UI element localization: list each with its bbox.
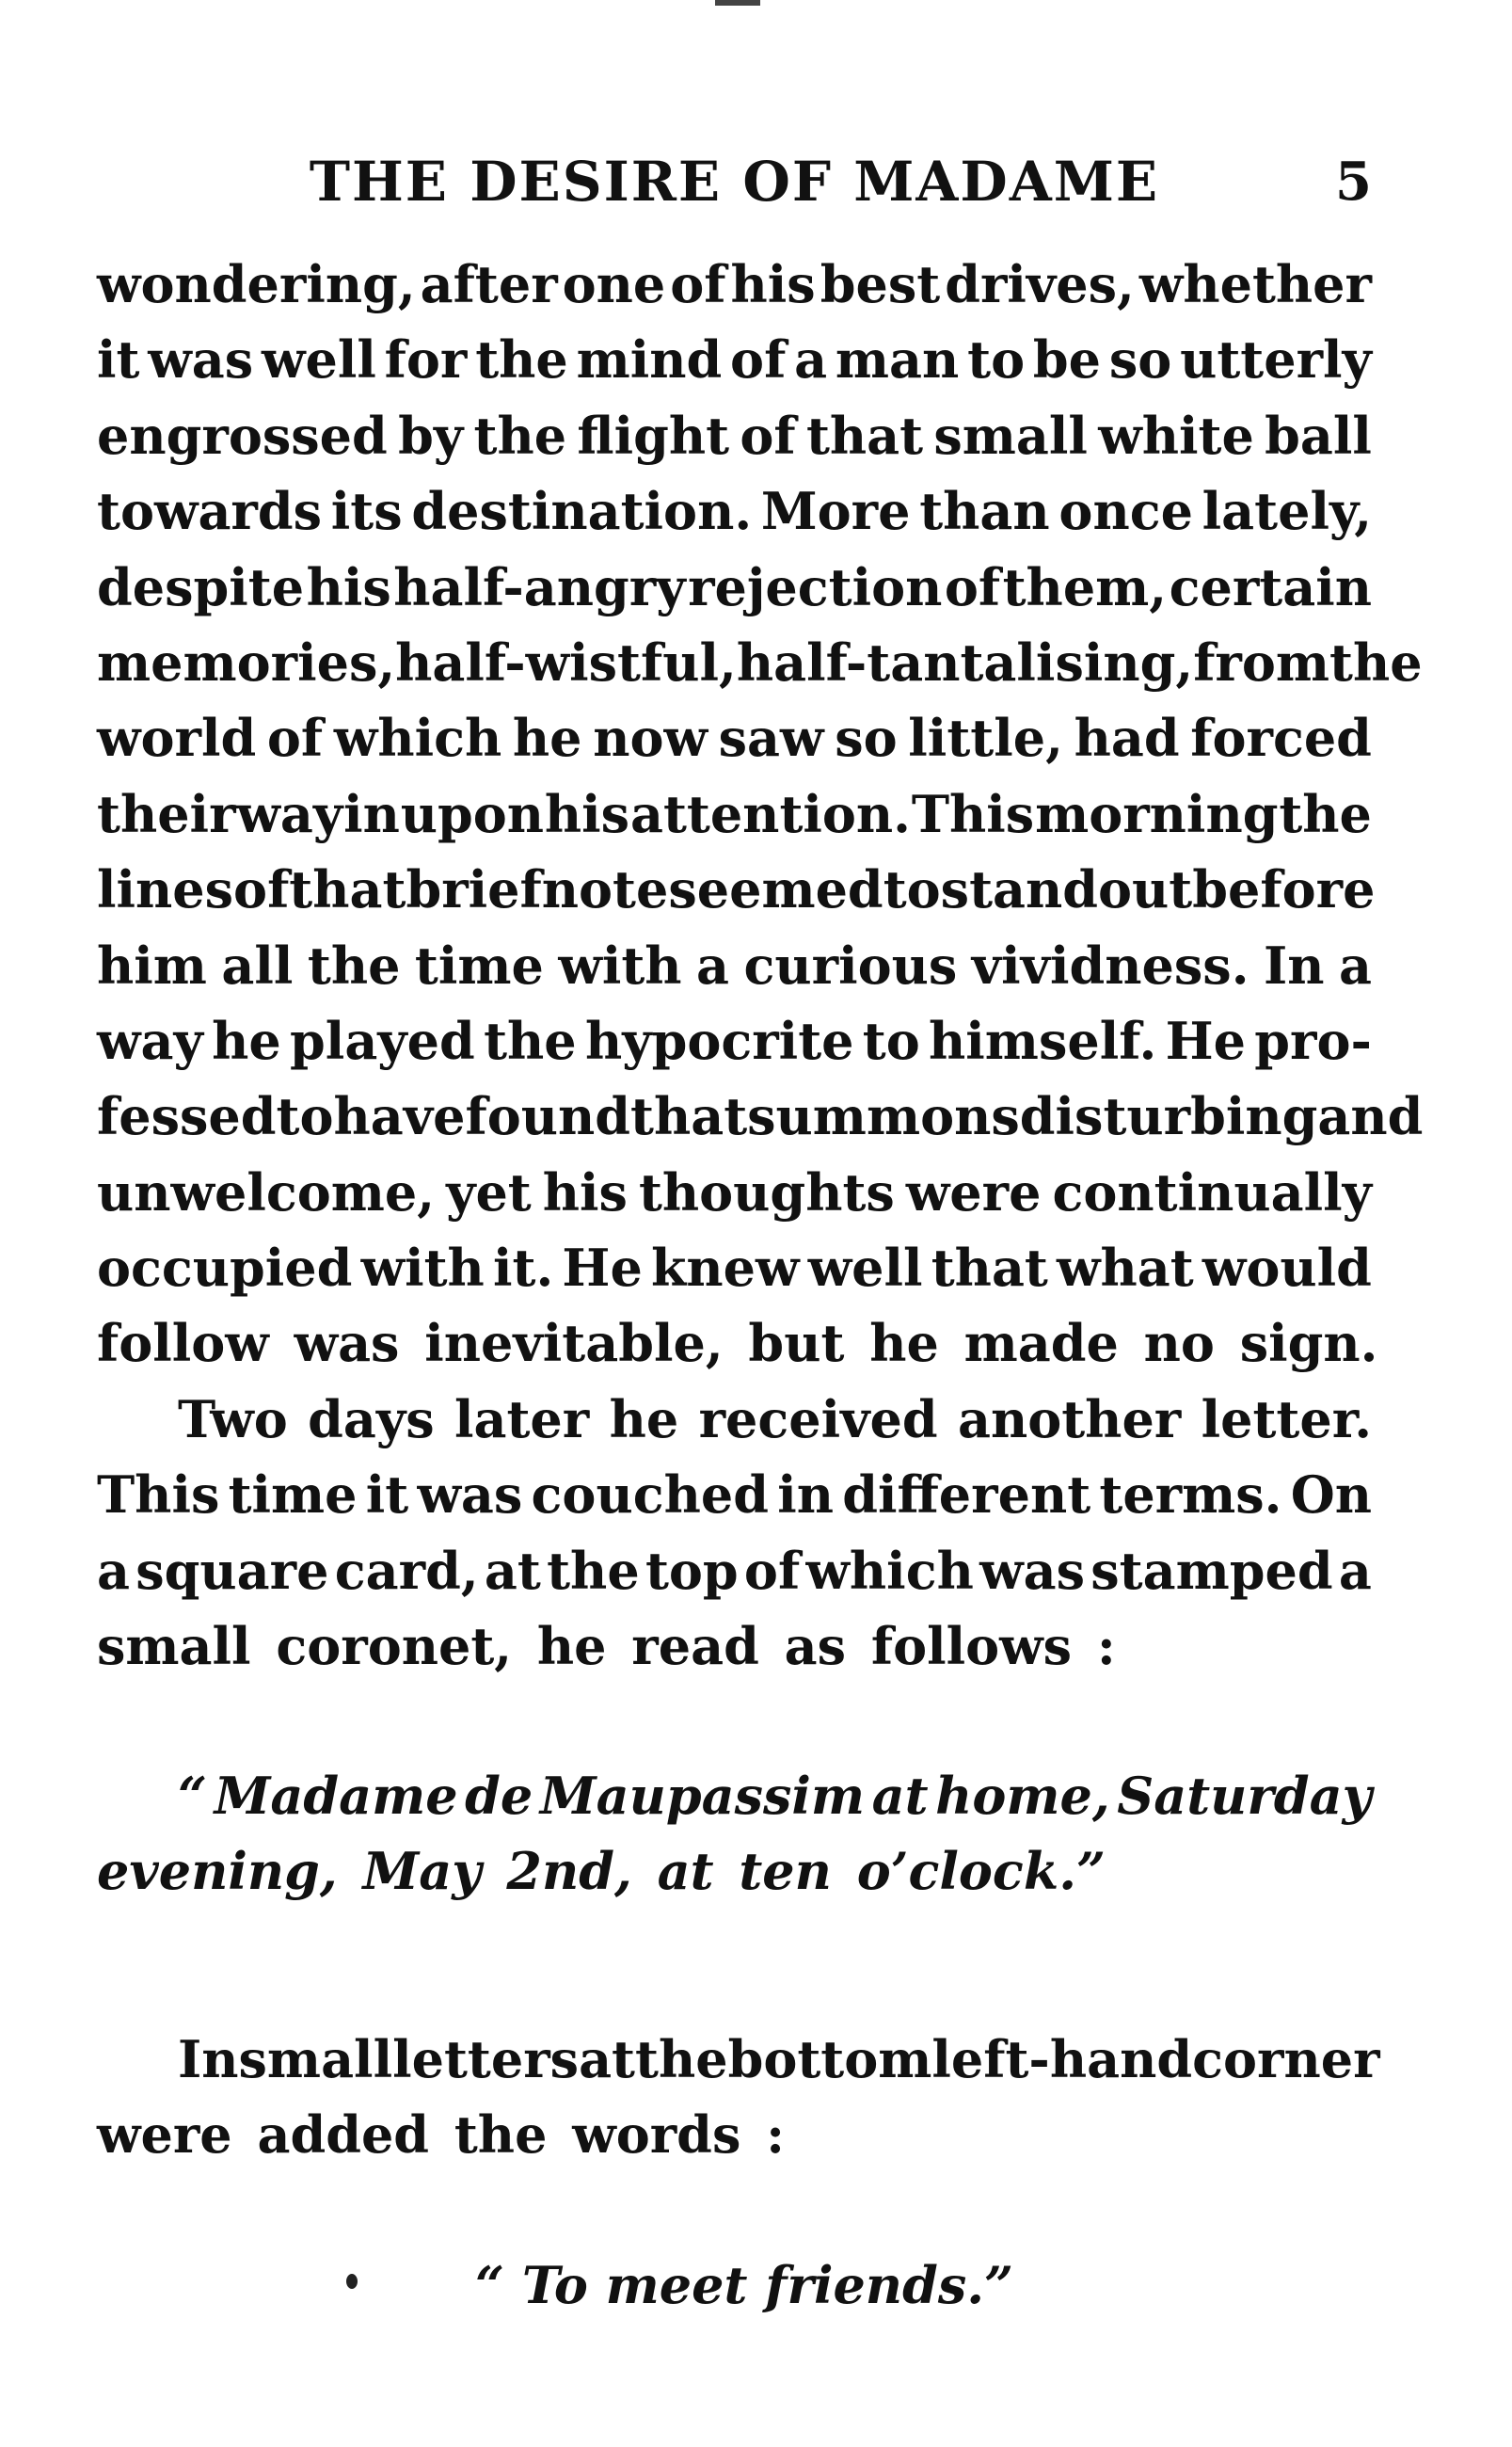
paragraph — [97, 247, 1424, 1382]
running-title: THE DESIRE OF MADAME — [309, 150, 1160, 214]
text-line: Two days later he received another letter. — [178, 1388, 1372, 1449]
text-line: “ Madame de Maupassim at home, Saturday — [178, 1766, 1372, 1826]
body-text — [97, 247, 1424, 1684]
text-line: a square card, at the top of which was stamped a — [97, 1540, 1372, 1601]
text-line: it was well for the mind of a man to be so utterly — [97, 329, 1372, 391]
text-line: him all the time with a curious vividness. In a — [97, 935, 1372, 996]
text-line: fessed to have found that summons disturbing and — [97, 1086, 1424, 1147]
text-line: This time it was couched in different terms. On — [97, 1464, 1372, 1526]
text-line: their way in upon his attention. This morning the — [97, 783, 1372, 844]
text-line: world of which he now saw so little, had forced — [97, 708, 1372, 769]
text-line: despite his half-angry rejection of them, certain — [97, 556, 1372, 617]
text-line: way he played the hypocrite to himself. He pro- — [97, 1010, 1372, 1071]
text-line: small coronet, he read as follows : — [97, 1616, 1116, 1677]
ink-speck — [346, 2274, 358, 2289]
page-number: 5 — [1335, 151, 1372, 213]
page-header — [97, 149, 1372, 215]
text-line: occupied with it. He knew well that what would — [97, 1238, 1372, 1299]
scan-mark — [715, 0, 760, 6]
final-quote: “ To meet friends.” — [475, 2255, 1014, 2315]
text-line: memories, half-wistful, half-tantalising, from the — [97, 632, 1423, 693]
text-line: follow was inevitable, but he made no sign. — [97, 1313, 1378, 1374]
text-line: wondering, after one of his best drives, whether — [97, 254, 1372, 314]
text-line: evening, May 2nd, at ten o’clock.” — [97, 1841, 1106, 1902]
paragraph — [97, 2022, 1380, 2173]
text-line: were added the words : — [97, 2104, 786, 2166]
text-line: engrossed by the flight of that small white ball — [97, 405, 1372, 466]
text-line: In small letters at the bottom left-hand corner — [178, 2029, 1380, 2089]
text-line: towards its destination. More than once lately, — [97, 481, 1372, 542]
text-line: unwelcome, yet his thoughts were continually — [97, 1161, 1372, 1223]
text-line: lines of that brief note seemed to stand out before — [97, 859, 1376, 920]
invitation-quote — [97, 1758, 1372, 1910]
paragraph — [97, 1382, 1372, 1685]
